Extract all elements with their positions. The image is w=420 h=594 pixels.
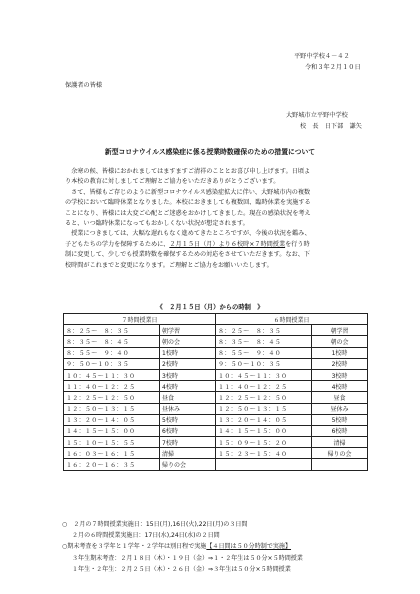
note-exam-grade3: ３年生期末考査：２月１８日（木）・１９日（金）⇒１・２年生は５０分×５時間授業 [72,554,303,562]
document-title: 新型コロナウイルス感染症に係る授業時数確保のための措置について [104,148,316,156]
period-six-cell: 3校時 [312,369,368,380]
time-seven-cell: ９：５０～１０：３５ [64,358,160,369]
period-six-cell: 1校時 [312,347,368,358]
paragraph-2: さて、皆様もご存じのように新型コロナウイルス感染症拡大に伴い、大野城市内の複数 の学校において臨時休業となりました。本校におきましても複数回、臨時休業を実施する ことになり、皆様には大変ご心配とご迷惑をおかけしてきました。現在の感染状況を考え ると、いつ臨時休業になってもおかしくない状況が想定されます。 [65,188,311,228]
period-six-cell [312,459,368,470]
period-seven-cell: 2校時 [160,358,216,369]
period-seven-cell: 6校時 [160,425,216,436]
period-seven-cell: 3校時 [160,369,216,380]
note-exam-grade12: １年生・２年生：２月２５日（木）・２６日（金）⇒３年生は５０分×５時間授業 [72,565,291,573]
body-text [65,167,375,271]
period-six-cell: 清掃 [312,437,368,448]
table-row [64,381,368,392]
time-seven-cell: １５：１０～１５：５５ [64,437,160,448]
period-six-cell: 帰りの会 [312,448,368,459]
issue-date: 令和３年２月１０日 [305,64,361,71]
period-seven-cell: 昼食 [160,392,216,403]
table-row [64,392,368,403]
period-six-cell: 昼休み [312,403,368,414]
time-seven-cell: １０：４５～１１：３０ [64,369,160,380]
note-exam: ○期末考査を３学年と１学年・２学年は別日程で実施【４日間は５０分時制で実施】 [62,543,292,551]
time-seven-cell: ８：３５～ ８：４５ [64,336,160,347]
period-six-cell: 6校時 [312,425,368,436]
sender-school: 大野城市立平野中学校 [286,112,348,119]
period-seven-cell: 帰りの会 [160,459,216,470]
period-seven-cell: 朝学習 [160,325,216,336]
time-seven-cell: ８：２５～ ８：３５ [64,325,160,336]
time-seven-cell: １６：２０～１６：３５ [64,459,160,470]
time-six-cell: １３：２０～１４：０５ [216,414,312,425]
paragraph-3: 授業につきましては、大幅な遅れもなく進めてきたところですが、今後の状況を鑑み、 子どもたちの学力を保障するために、２月１５日（月）より６校時×７時間授業を行う時 制に変更して、少しでも授業時数を確保するための対応をさせていただきます。なお、下 校時間がこれまでと変更になります。ご理解とご協力をお願いいたします。 [65,230,311,269]
time-six-cell: ８：５５～ ９：４０ [216,347,312,358]
time-six-cell: １１：４０～１２：２５ [216,381,312,392]
note-six-period-days: ２月の６時間授業実施日：17日(水),24日(水)の２日間 [72,532,220,540]
time-six-cell: ８：３５～ ８：４５ [216,336,312,347]
time-six-cell: １０：４５～１１：３０ [216,369,312,380]
time-seven-cell: ８：５５～ ９：４０ [64,347,160,358]
header-seven-period: ７時間授業日 [64,314,216,325]
table-row [64,336,368,347]
time-six-cell: ８：２５～ ８：３５ [216,325,312,336]
time-seven-cell: １２：２５～１２：５０ [64,392,160,403]
table-row [64,369,368,380]
time-six-cell: １４：１５～１５：００ [216,425,312,436]
period-seven-cell: 昼休み [160,403,216,414]
period-seven-cell: 清掃 [160,448,216,459]
table-row [64,459,368,470]
period-six-cell: 2校時 [312,358,368,369]
period-six-cell: 4校時 [312,381,368,392]
schedule-table [63,313,368,471]
time-six-cell: １２：５０～１３：１５ [216,403,312,414]
table-row [64,425,368,436]
period-seven-cell: 5校時 [160,414,216,425]
table-row [64,325,368,336]
time-seven-cell: １６：０３～１６：１５ [64,448,160,459]
time-seven-cell: １１：４０～１２：２５ [64,381,160,392]
sender-principal: 校 長 日下部 謙矢 [300,123,362,130]
period-six-cell: 朝の会 [312,336,368,347]
time-seven-cell: １４：１５～１５：００ [64,425,160,436]
period-seven-cell: 4校時 [160,381,216,392]
period-six-cell: 5校時 [312,414,368,425]
notes [62,519,303,575]
period-seven-cell: 7校時 [160,437,216,448]
time-six-cell: １２：２５～１２：５０ [216,392,312,403]
time-six-cell: １５：０９～１５：２０ [216,437,312,448]
period-six-cell: 昼食 [312,392,368,403]
paragraph-1: 余寒の候、皆様におかれましてはますますご清祥のこととお喜び申し上げます。日頃よ り本校の教育に対しましてご理解とご協力をいただきありがとうございます。 [65,168,311,186]
table-row [64,448,368,459]
period-six-cell: 朝学習 [312,325,368,336]
table-row [64,358,368,369]
period-seven-cell: 朝の会 [160,336,216,347]
table-row [64,347,368,358]
recipient: 保護者の皆様 [65,82,103,89]
note-seven-period-days: ○ ２月の７時間授業実施日：15日(月),16日(火),22日(月)の３日間 [62,521,248,528]
time-seven-cell: １３：２０～１４：０５ [64,414,160,425]
table-row [64,403,368,414]
period-seven-cell: 1校時 [160,347,216,358]
table-row [64,414,368,425]
reference-number: 平野中学校４－４２ [294,53,350,60]
time-seven-cell: １２：５０～１３：１５ [64,403,160,414]
schedule-title: 《 ２月１５日（月）からの時制 》 [156,304,264,311]
header-six-period: ６時間授業日 [216,314,368,325]
time-six-cell: ９：５０～１０：３５ [216,358,312,369]
table-row [64,437,368,448]
time-six-cell [216,459,312,470]
highlight-start-date: ２月１５日（月）より６校時×７時間授業 [169,240,286,248]
time-six-cell: １５：２３～１５：４０ [216,448,312,459]
